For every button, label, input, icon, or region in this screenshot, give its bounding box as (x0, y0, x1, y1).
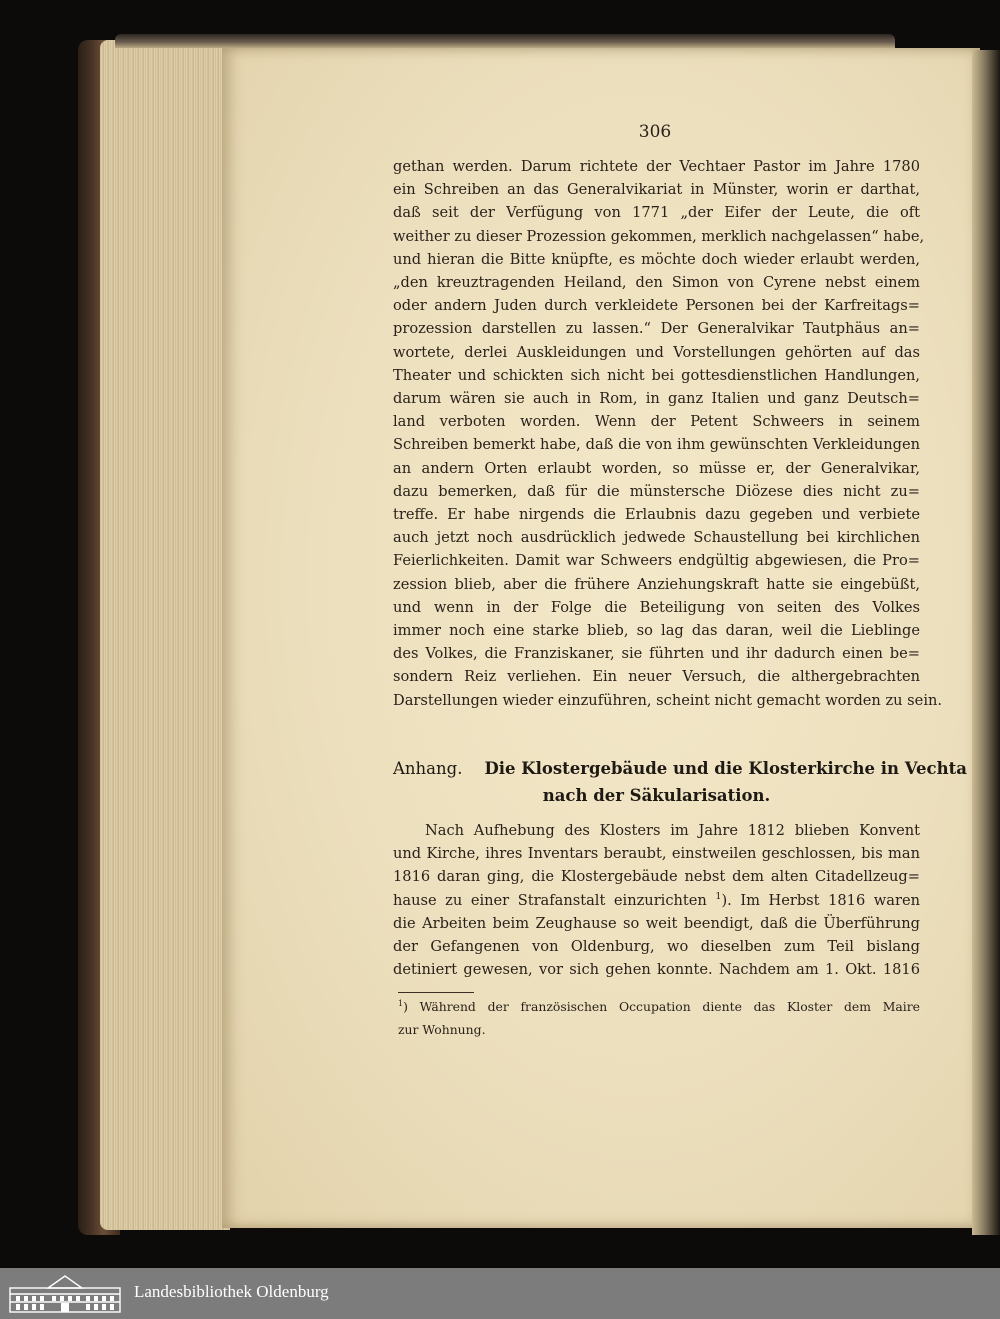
paragraph-1-line: ein Schreiben an das Generalvikariat in Münster, worin er darthat, (393, 181, 920, 199)
footnote-divider (398, 992, 474, 993)
paragraph-1-line: „den kreuztragenden Heiland, den Simon von Cyrene nebst einem (393, 274, 920, 292)
footnote-line (398, 995, 920, 1018)
paragraph-2-line: der Gefangenen von Oldenburg, wo dieselben zum Teil bislang (393, 938, 920, 956)
section-heading-title: Die Klostergebäude und die Klosterkirche in Vechta (484, 759, 967, 778)
paragraph-2-line: 1816 daran ging, die Klostergebäude nebst dem alten Citadellzeug= (393, 868, 920, 886)
page-number: 306 (638, 122, 672, 142)
paragraph-1-line: Theater und schickten sich nicht bei gottesdienstlichen Handlungen, (393, 366, 920, 384)
paragraph-1-line: wortete, derlei Auskleidungen und Vorstellungen gehörten auf das (393, 343, 920, 361)
footnote-line: zur Wohnung. (398, 1022, 486, 1037)
page-gutter-shadow (972, 50, 1000, 1235)
paragraph-1-line: und wenn in der Folge die Beteiligung von seiten des Volkes (393, 598, 920, 616)
paragraph-2-line: Nach Aufhebung des Klosters im Jahre 1812 blieben Konvent (425, 822, 920, 839)
paragraph-1-line: oder andern Juden durch verkleidete Personen bei der Karfreitags= (393, 297, 920, 315)
paragraph-1-line: daß seit der Verfügung von 1771 „der Eifer der Leute, die oft (393, 204, 920, 222)
section-heading-line-2: nach der Säkularisation. (542, 786, 771, 805)
paragraph-1-line: prozession darstellen zu lassen.“ Der Generalvikar Tautphäus an= (393, 320, 920, 338)
book-page-edges (100, 40, 230, 1230)
section-heading-prefix: Anhang. (393, 759, 463, 778)
footnote (398, 995, 920, 1041)
section-heading (393, 755, 967, 809)
paragraph-1-line: sondern Reiz verliehen. Ein neuer Versuch, die althergebrachten (393, 668, 920, 686)
footnote-reference[interactable]: 1 (715, 890, 722, 902)
paragraph-1-line: Schreiben bemerkt habe, daß die von ihm gewünschten Verkleidungen (393, 436, 920, 454)
paragraph-1-line: Darstellungen wieder einzuführen, scheint nicht gemacht worden zu sein. (393, 691, 943, 709)
paragraph-1-line: an andern Orten erlaubt worden, so müsse er, der Generalvikar, (393, 459, 920, 477)
paragraph-2-line: detiniert gewesen, vor sich gehen konnte. Nachdem am 1. Okt. 1816 (393, 961, 920, 979)
library-name[interactable]: Landesbibliothek Oldenburg (134, 1282, 329, 1301)
paragraph-1-line: und hieran die Bitte knüpfte, es möchte doch wieder erlaubt werden, (393, 250, 920, 268)
paragraph-2-text: hause zu einer Strafanstalt einzurichten (393, 891, 707, 909)
paragraph-1-line: immer noch eine starke blieb, so lag das daran, weil die Lieblinge (393, 622, 920, 640)
paragraph-2-line: die Arbeiten beim Zeughause so weit beendigt, daß die Überführung (393, 914, 920, 932)
paragraph-2-text: ). Im Herbst 1816 waren (721, 891, 921, 909)
library-building-icon[interactable] (8, 1272, 122, 1314)
paragraph-1-line: Feierlichkeiten. Damit war Schweers endgültig abgewiesen, die Pro= (393, 552, 920, 570)
paragraph-2 (393, 819, 920, 981)
paragraph-1-line: treffe. Er habe nirgends die Erlaubnis dazu gegeben und verbiete (393, 506, 920, 524)
paragraph-1-line: zession blieb, aber die frühere Anziehungskraft hatte sie eingebüßt, (393, 575, 920, 593)
footnote-marker: 1 (398, 998, 404, 1008)
paragraph-1-line: auch jetzt noch ausdrücklich jedwede Schaustellung bei kirchlichen (393, 529, 920, 547)
paragraph-1-line: dazu bemerken, daß für die münstersche Diözese dies nicht zu= (393, 482, 920, 500)
section-heading-line-1 (393, 755, 967, 782)
paragraph-1-line: darum wären sie auch in Rom, in ganz Italien und ganz Deutsch= (393, 390, 920, 408)
paragraph-1-line: gethan werden. Darum richtete der Vechtaer Pastor im Jahre 1780 (393, 158, 920, 175)
footer-bar (0, 1268, 1000, 1319)
paragraph-2-line-with-footnote (393, 889, 920, 912)
footnote-text: ) Während der französischen Occupation diente das Kloster dem Maire (403, 999, 920, 1014)
paragraph-1 (393, 155, 943, 712)
paragraph-1-line: land verboten worden. Wenn der Petent Schweers in seinem (393, 413, 920, 431)
paragraph-1-line: des Volkes, die Franziskaner, sie führten und ihr dadurch einen be= (393, 645, 920, 663)
book-top-edge (115, 34, 895, 48)
paragraph-2-line: und Kirche, ihres Inventars beraubt, einstweilen geschlossen, bis man (393, 845, 920, 863)
paragraph-1-line: weither zu dieser Prozession gekommen, merklich nachgelassen“ habe, (393, 227, 925, 245)
